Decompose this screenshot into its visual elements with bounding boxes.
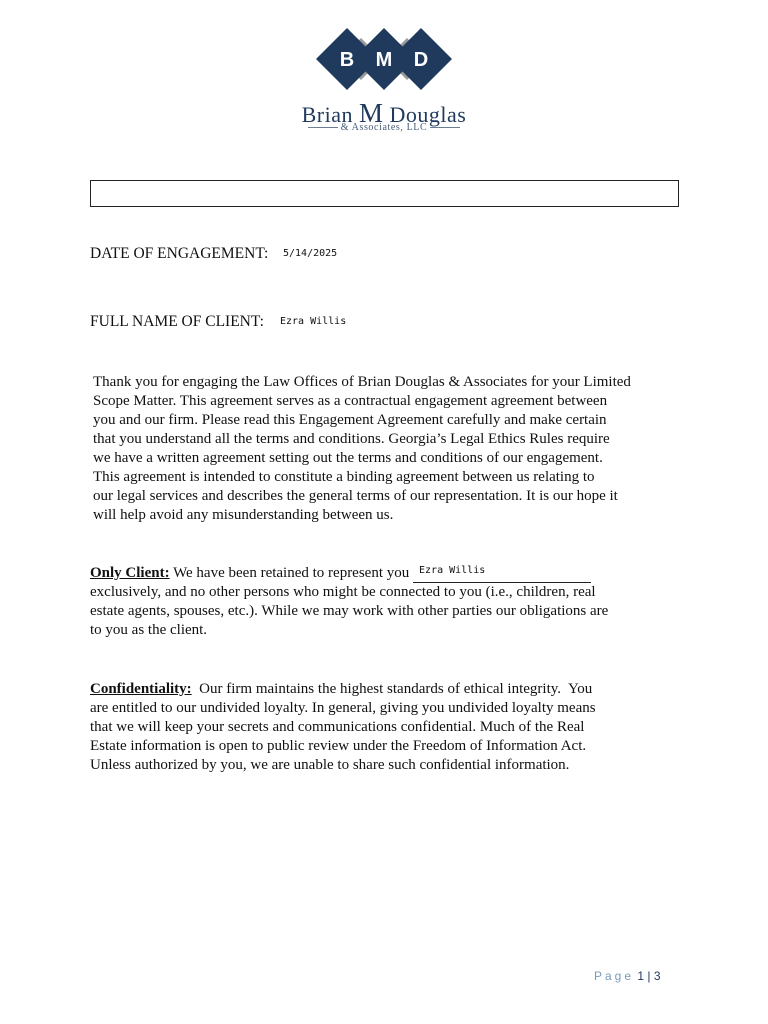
only-client-line: to you as the client. xyxy=(90,622,208,638)
confidentiality-heading: Confidentiality: xyxy=(90,681,192,697)
only-client-line: estate agents, spouses, etc.). While we may work with other parties our obligations are xyxy=(90,603,609,619)
intro-line: we have a written agreement setting out the terms and conditions of our engagement. xyxy=(93,450,603,466)
subtitle-rule-left xyxy=(308,127,338,128)
intro-line: This agreement is intended to constitute a binding agreement between us relating to xyxy=(93,469,595,485)
logo-letter-b: B xyxy=(339,49,355,71)
full-name-of-client-label: FULL NAME OF CLIENT: xyxy=(90,313,264,330)
date-of-engagement-value[interactable]: 5/14/2025 xyxy=(283,248,338,259)
confidentiality-section xyxy=(90,680,596,775)
intro-line: Thank you for engaging the Law Offices of Brian Douglas & Associates for your Limited xyxy=(93,374,631,390)
intro-line: Scope Matter. This agreement serves as a contractual engagement agreement between xyxy=(93,393,608,409)
confidentiality-line: are entitled to our undivided loyalty. In general, giving you undivided loyalty means xyxy=(90,700,596,716)
header-text-box[interactable] xyxy=(90,180,679,207)
firm-logo xyxy=(286,28,482,138)
intro-line: our legal services and describes the general terms of our representation. It is our hope it xyxy=(93,488,618,504)
firm-name-last: Douglas xyxy=(389,102,467,127)
confidentiality-lead-text: Our firm maintains the highest standards of ethical integrity. You xyxy=(191,681,593,697)
client-name-field[interactable] xyxy=(413,567,591,583)
intro-line: you and our firm. Please read this Engagement Agreement carefully and make certain xyxy=(93,412,607,428)
firm-subtitle-text: & Associates, LLC xyxy=(340,122,428,133)
only-client-lead-text: We have been retained to represent you xyxy=(169,565,414,581)
confidentiality-line: Unless authorized by you, we are unable to share such confidential information. xyxy=(90,757,570,773)
logo-letter-d: D xyxy=(413,49,429,71)
only-client-first-line xyxy=(90,564,608,583)
confidentiality-line: that we will keep your secrets and communications confidential. Much of the Real xyxy=(90,719,585,735)
full-name-of-client-value[interactable]: Ezra Willis xyxy=(280,316,347,327)
confidentiality-line: Estate information is open to public review under the Freedom of Information Act. xyxy=(90,738,587,754)
subtitle-rule-right xyxy=(430,127,460,128)
intro-line: will help avoid any misunderstanding between us. xyxy=(93,507,394,523)
bmd-diamond-logo-icon xyxy=(316,28,452,90)
confidentiality-first-line xyxy=(90,680,596,699)
date-of-engagement-label: DATE OF ENGAGEMENT: xyxy=(90,245,269,262)
logo-letter-m: M xyxy=(375,49,393,71)
only-client-line: exclusively, and no other persons who might be connected to you (i.e., children, real xyxy=(90,584,596,600)
firm-name-first: Brian xyxy=(301,102,354,127)
firm-name-middle: M xyxy=(359,98,384,128)
only-client-heading: Only Client: xyxy=(90,565,170,581)
intro-line: that you understand all the terms and conditions. Georgia’s Legal Ethics Rules require xyxy=(93,431,610,447)
page-number: 1 | 3 xyxy=(637,969,661,983)
page-footer xyxy=(594,969,661,983)
page-word: Page xyxy=(594,969,635,983)
client-name-field-value: Ezra Willis xyxy=(419,565,486,576)
firm-subtitle xyxy=(286,122,482,133)
intro-paragraph xyxy=(93,373,631,525)
only-client-section xyxy=(90,564,608,640)
